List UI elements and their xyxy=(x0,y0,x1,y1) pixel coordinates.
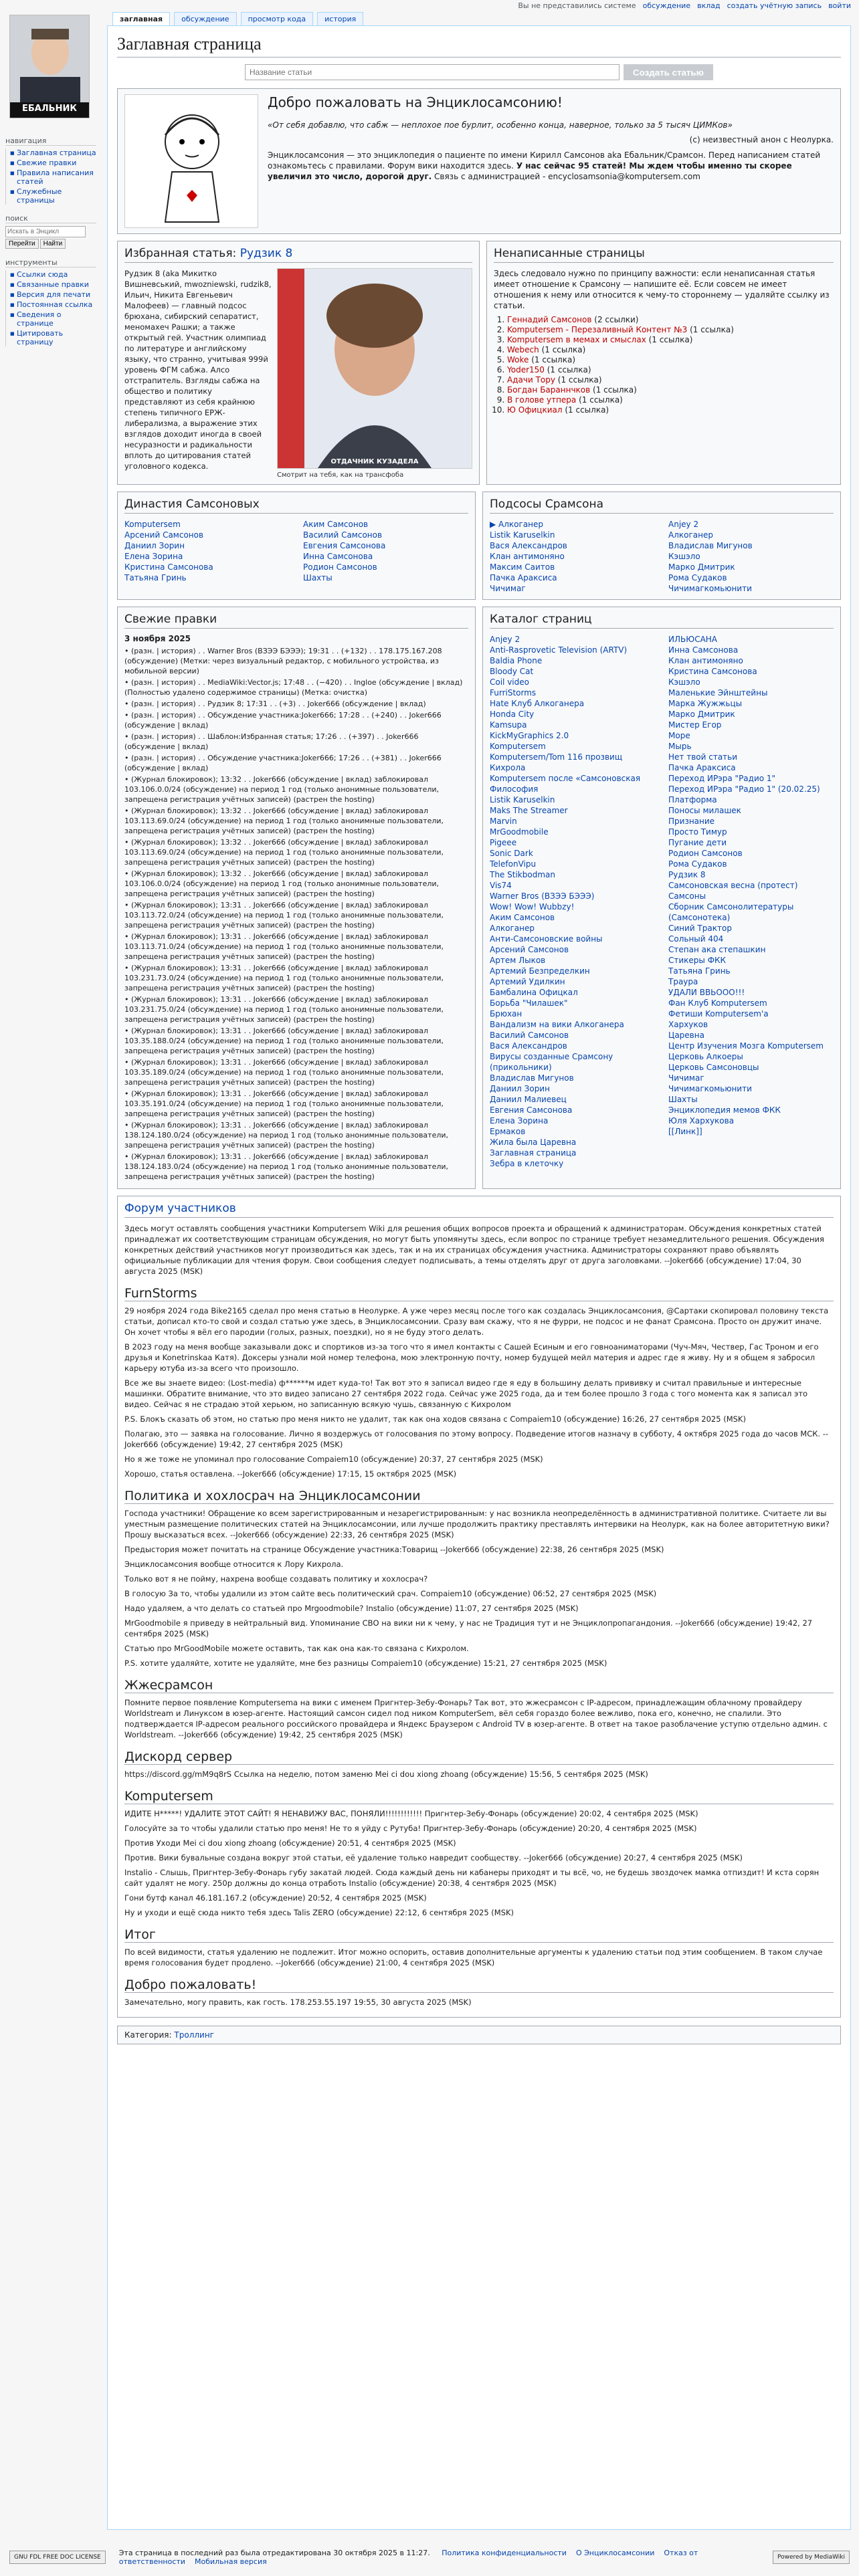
forum-intro: Здесь могут оставлять сообщения участники Komputersem Wiki для решения общих вопросов проекта и обращений к администраторам. Обсуждения конкретных статей принадлежат их соответствующим страницам обсуждения, но могут быть упомянуты здесь, если вопрос по странице требует незамедлительного решения. Обсуждения конкретных действий участников могут производиться как здесь, так и на их страницах обсуждения участника. Администраторы сохраняют право объявлять официальные публикации для чтения форум. Свои сообщения следует подписывать, а темы отделять друг от друга заголовками. --Joker666 (обсуждение) 17:04, 30 августа 2025 (MSK) xyxy=(124,1224,824,1276)
catalog-link[interactable]: Ермаков xyxy=(490,1127,526,1136)
forum-section-title: Политика и хохлосрач на Энциклосамсонии xyxy=(124,1489,834,1504)
dynasty-heading: Династия Самсоновых xyxy=(124,498,468,514)
recent-change-entry: • (Журнал блокировок); 13:31 . . Joker666 (обсуждение | вклад) заблокировал 103.113.72.0/24 (обсуждение) на период 1 год (только анонимные пользователи, запрещена регистрация учётных записей) (растрен the hosting) xyxy=(124,901,444,930)
forum-post: Instalio - Слышь, Пригнтер-Зебу-Фонарь губу закатай людей. Сюда каждый день ни кабанеры приходят и ты всё, чо, не будешь звоздочек мамка отпиздит! И кста сорян сайт удалят не могу. 250р должны до конца отработь Instalio (обсуждение) 20:38, 4 сентября 2025 (MSK) xyxy=(124,1868,820,1888)
dynasty-link[interactable]: Татьяна Гринь xyxy=(124,573,187,582)
catalog-link[interactable]: Kamsupa xyxy=(490,720,527,730)
sidebar-tool-item[interactable]: ■ Версия для печати xyxy=(10,290,96,299)
page-tabs xyxy=(112,12,363,25)
catalog-link[interactable]: Pigeee xyxy=(490,838,517,847)
catalog-link[interactable]: MrGoodmobile xyxy=(490,827,549,837)
recent-change-entry: • (Журнал блокировок); 13:32 . . Joker666 (обсуждение | вклад) заблокировал 103.106.0.0/24 (обсуждение) на период 1 год (только анонимные пользователи, запрещена регистрация учётных записей) (растрен the hosting) xyxy=(124,775,440,804)
dynasty-list xyxy=(124,519,468,583)
catalog-link[interactable]: Анти-Самсоновские войны xyxy=(490,934,603,944)
dynasty-link[interactable]: Евгения Самсонова xyxy=(303,541,386,550)
unwritten-link[interactable]: В голове утпера xyxy=(507,395,577,405)
forum-post: https://discord.gg/mM9q8rS Ссылка на неделю, потом заменю Mei ci dou xiong zhoang (обсуждение) 15:56, 5 сентября 2025 (MSK) xyxy=(124,1769,648,1779)
sidebar xyxy=(5,127,96,348)
catalog-link[interactable]: Аким Самсонов xyxy=(490,913,555,922)
sidebar-tool-item[interactable]: ■ Ссылки сюда xyxy=(10,270,96,279)
catalog-link[interactable]: Море xyxy=(668,731,690,740)
unwritten-link[interactable]: Woke xyxy=(507,355,529,364)
subsos-link[interactable]: ▶ Алкоганер xyxy=(490,520,544,529)
recent-change-entry: • (разн. | история) . . MediaWiki:Vector.js; 17:48 . . (−420) . . Ingloe (обсуждение | вклад) (Полностью удалено содержимое страницы) (Метка: очистка) xyxy=(124,678,463,697)
recent-change-entry: • (Журнал блокировок); 13:32 . . Joker666 (обсуждение | вклад) заблокировал 103.113.69.0/24 (обсуждение) на период 1 год (только анонимные пользователи, запрещена регистрация учётных записей) (растрен the hosting) xyxy=(124,838,444,867)
catalog-col-2 xyxy=(668,634,834,1169)
topbar-link[interactable]: создать учётную запись xyxy=(727,1,822,10)
subsos-link[interactable]: Алкоганер xyxy=(668,530,713,540)
footer-link[interactable]: О Энциклосамсонии xyxy=(575,2548,655,2557)
unwritten-item xyxy=(507,375,834,385)
catalog-link[interactable]: Вандализм на вики Алкоганера xyxy=(490,1020,624,1029)
unwritten-item xyxy=(507,365,834,374)
forum-section-title: Добро пожаловать! xyxy=(124,1977,834,1993)
sidebar-nav-item[interactable]: ■ Свежие правки xyxy=(10,158,96,167)
featured-article-box xyxy=(117,241,480,485)
site-logo[interactable] xyxy=(9,15,90,118)
welcome-quote: «От себя добавлю, что сабж — неплохое пое бурлит, особенно конца, наверное, только за 5 тысяч ЦИМКов» xyxy=(268,120,733,130)
catalog-link[interactable]: FurriStorms xyxy=(490,688,537,697)
catalog-link[interactable]: Центр Изучения Мозга Komputersem xyxy=(668,1041,824,1051)
catalog-link[interactable]: Чичимаг xyxy=(668,1073,704,1083)
sidebar-tool-item[interactable]: ■ Сведения о странице xyxy=(10,310,96,328)
unwritten-count: (1 ссылка) xyxy=(547,365,591,374)
catalog-link[interactable]: Самсоновская весна (протест) xyxy=(668,881,798,890)
sidebar-search xyxy=(5,226,96,249)
recent-change-entry: • (Журнал блокировок); 13:31 . . Joker666 (обсуждение | вклад) заблокировал 103.113.71.0/24 (обсуждение) на период 1 год (только анонимные пользователи, запрещена регистрация учётных записей) (растрен the hosting) xyxy=(124,932,444,961)
subsos-list xyxy=(490,519,834,594)
dynasty-link[interactable]: Инна Самсонова xyxy=(303,552,373,561)
footer-link[interactable]: Отказ от ответственности xyxy=(118,2548,698,2566)
logo-portrait xyxy=(10,15,90,118)
article-search-row xyxy=(117,64,841,80)
catalog-link[interactable]: Пугание дети xyxy=(668,838,727,847)
subsos-link[interactable]: Клан антимоняно xyxy=(490,552,565,561)
catalog-link[interactable]: Платформа xyxy=(668,795,717,804)
featured-caption: Смотрит на тебя, как на трансфоба xyxy=(277,471,404,479)
catalog-link[interactable]: Маленькие Эйнштейны xyxy=(668,688,768,697)
catalog-link[interactable]: Энциклопедия мемов ФКК xyxy=(668,1105,781,1115)
subsos-link[interactable]: Рома Судаков xyxy=(668,573,727,582)
dynasty-link[interactable]: Даниил Зорин xyxy=(124,541,185,550)
catalog-link[interactable]: Мырь xyxy=(668,742,692,751)
catalog-link[interactable]: Марко Дмитрик xyxy=(668,710,735,719)
catalog-columns xyxy=(490,634,834,1169)
unwritten-link[interactable]: Ю Офицкиал xyxy=(507,405,563,415)
catalog-link[interactable]: Владислав Мигунов xyxy=(490,1073,574,1083)
catalog-link[interactable]: Шахты xyxy=(668,1095,698,1104)
forum-section-title: Дискорд сервер xyxy=(124,1749,834,1765)
sidebar-tool-item[interactable]: ■ Цитировать страницу xyxy=(10,329,96,346)
forum-post: Против. Вики бувальные создана вокруг этой статьи, её удаление только навредит сообществу. --Joker666 (обсуждение) 20:27, 4 сентября 2025 (MSK) xyxy=(124,1853,743,1862)
topbar-link[interactable]: войти xyxy=(828,1,851,10)
forum-post: 29 ноября 2024 года Bike2165 сделал про меня статью в Неолурке. А уже через месяц после того как создалась Энциклосамсония, @Сартаки скопировал половину текста статьи, дописал кто-то свой и создал статью уже здесь, в Энциклосамсонии. Сразу вам скажу, что я не фурри, не подсос и не фанат Срамсона. Просто он дружит иначе. Он хочет чтобы я вёл его пародии (голых, разных, поездки), но я не буду этого делать. xyxy=(124,1306,829,1337)
catalog-link[interactable]: Warner Bros (ВЗЭЭ БЭЭЭ) xyxy=(490,891,595,901)
catalog-link[interactable]: Инна Самсонова xyxy=(668,645,739,655)
catalog-link[interactable]: Поносы милашек xyxy=(668,806,741,815)
catalog-link[interactable]: Церковь Алкоеры xyxy=(668,1052,743,1061)
go-button[interactable]: Перейти xyxy=(5,239,39,249)
forum-post: Помните первое появление Komputersema на вики с именем Пригнтер-Зебу-Фонарь? Так вот, это жжесрамсон с IP-адресом, принадлежащим облачному провайдеру Worldstream и Линуксом в юзер-агенте. Настоящий самсон сидел под ником KomputerSem, вёл себя гораздо более вежливо, пока его, конечно, не спалили. Это подтверждается IP-адресом реального российского провайдера и Яндекс Браузером с Android TV в юзер-агенте. В ответ на такое разоблачение уступю отдельно админ. с Worldstream. --Joker666 (обсуждение) 19:42, 25 сентября 2025 (MSK) xyxy=(124,1698,828,1739)
recent-change-entry: • (Журнал блокировок); 13:31 . . Joker666 (обсуждение | вклад) заблокировал 103.35.188.0/24 (обсуждение) на период 1 год (только анонимные пользователи, запрещена регистрация учётных записей) (растрен the hosting) xyxy=(124,1027,444,1055)
dynasty-link[interactable]: Василий Самсонов xyxy=(303,530,383,540)
welcome-contact: Связь с администрацией - encyclosamsonia@komputersem.com xyxy=(434,172,700,181)
unwritten-link[interactable]: Webech xyxy=(507,345,539,354)
forum-post: Надо удаляем, а что делать со статьей про Mrgoodmobile? Instalio (обсуждение) 11:07, 27 сентября 2025 (MSK) xyxy=(124,1604,579,1613)
unwritten-count: (1 ссылка) xyxy=(541,345,586,354)
footer-link[interactable]: Политика конфиденциальности xyxy=(442,2548,567,2557)
logo-caption: ЕБАЛЬНИК xyxy=(22,104,77,114)
category-bar xyxy=(117,2026,841,2044)
subsos-link[interactable]: Чичимагкомьюнити xyxy=(668,584,752,593)
featured-image[interactable] xyxy=(277,268,472,469)
subsos-link[interactable]: Anjey 2 xyxy=(668,520,699,529)
forum-post: Статью про MrGoodMobile можете оставить, так как она как-то связана с Кихролом. xyxy=(124,1644,469,1653)
subsos-box xyxy=(482,492,841,600)
dynasty-link[interactable]: Кристина Самсонова xyxy=(124,562,213,572)
featured-article-link[interactable]: Рудзик 8 xyxy=(240,247,293,260)
tab-item[interactable]: обсуждение xyxy=(174,12,236,25)
catalog-link[interactable]: Komputersem/Tom 116 прозвищ Кихрола xyxy=(490,752,623,772)
catalog-link[interactable]: Anjey 2 xyxy=(490,635,520,644)
catalog-link[interactable]: Нет твой статьи xyxy=(668,752,738,762)
catalog-link[interactable]: Hate Клуб Алкоганера xyxy=(490,699,585,708)
forum-post: Полагаю, это — заявка на голосование. Лично я воздержусь от голосования по этому вопросу. Подведение итогов назначу в субботу, 4 октября 2025 года до часов МСК. --Joker666 (обсуждение) 19:42, 27 сентября 2025 (MSK) xyxy=(124,1429,829,1449)
forum-post: Голосуйте за то чтобы удалили статью про меня! Не то я уйду с Рутуба! Пригнтер-Зебу-Фонарь (обсуждение) 20:20, 4 сентября 2025 (MSK) xyxy=(124,1824,697,1833)
catalog-link[interactable]: Listik Karuselkin xyxy=(490,795,555,804)
catalog-link[interactable]: Юля Хархукова xyxy=(668,1116,735,1125)
catalog-link[interactable]: Елена Зорина xyxy=(490,1116,549,1125)
catalog-link[interactable]: Sonic Dark xyxy=(490,849,533,858)
catalog-link[interactable]: Церковь Самсоновцы xyxy=(668,1063,759,1072)
recent-heading: Свежие правки xyxy=(124,613,468,629)
catalog-link[interactable]: Кристина Самсонова xyxy=(668,667,757,676)
catalog-link[interactable]: Брюхан xyxy=(490,1009,522,1018)
unwritten-item xyxy=(507,325,834,334)
catalog-link[interactable]: The Stikbodman xyxy=(490,870,555,879)
welcome-title: Добро пожаловать на Энциклосамсонию! xyxy=(268,94,563,110)
catalog-link[interactable]: Кэшэло xyxy=(668,677,700,687)
dynasty-box xyxy=(117,492,476,600)
subsos-link[interactable]: Чичимаг xyxy=(490,584,526,593)
recent-change-entry: • (Журнал блокировок); 13:31 . . Joker666 (обсуждение | вклад) заблокировал 103.231.75.0/24 (обсуждение) на период 1 год (только анонимные пользователи, запрещена регистрация учётных записей) (растрен the hosting) xyxy=(124,995,444,1024)
catalog-link[interactable]: Переход ИРэра "Радио 1" xyxy=(668,774,776,783)
catalog-link[interactable]: Артемий Безпределкин xyxy=(490,966,590,976)
subsos-heading: Подсосы Срамсона xyxy=(490,498,834,514)
forum-sections xyxy=(124,1286,834,2008)
unwritten-count: (1 ссылка) xyxy=(531,355,576,364)
dynasty-link[interactable]: Арсений Самсонов xyxy=(124,530,204,540)
find-button[interactable]: Найти xyxy=(40,239,66,249)
catalog-link[interactable]: Самсоны xyxy=(668,891,706,901)
subsos-link[interactable]: Вася Александров xyxy=(490,541,567,550)
catalog-heading: Каталог страниц xyxy=(490,613,834,629)
catalog-link[interactable]: Anti-Rasprovetic Television (ARTV) xyxy=(490,645,628,655)
page-title: Заглавная страница xyxy=(117,34,841,58)
catalog-link[interactable]: Степан ака степашкин xyxy=(668,945,766,954)
catalog-link[interactable]: Пачка Араксиса xyxy=(668,763,736,772)
catalog-link[interactable]: Сборник Самсонолитературы (Самсонотека) xyxy=(668,902,794,922)
create-article-button[interactable]: Создать статью xyxy=(624,64,713,80)
forum-box xyxy=(117,1196,841,2018)
catalog-link[interactable]: Алкоганер xyxy=(490,924,535,933)
unwritten-item xyxy=(507,335,834,344)
featured-image-text: ОТДАЧНИК КУЗАДЕЛА xyxy=(330,458,419,465)
catalog-link[interactable]: Мистер Егор xyxy=(668,720,722,730)
catalog-link[interactable]: Татьяна Гринь xyxy=(668,966,731,976)
sidebar-search-input[interactable] xyxy=(5,226,86,237)
recent-change-entry: • (разн. | история) . . Обсуждение участника:Joker666; 17:28 . . (+240) . . Joker666 (обсуждение | вклад) xyxy=(124,711,442,730)
featured-text: Рудзик 8 (aka Микитко Вишневський, mwozniewski, rudzik8, Ильич, Никита Евгеньевич Малофеев) — главный подсос брюхана, сибирский сепаратист, меномахеч Рашки; а также открытый гей. Участник олимпиад по литературе и английскому языку, что странно, учитывая 999й уровень ФГМ сабжа. Алсо отстрапитель. Взгляды сабжа на общество и политику представляют из себя крайнюю степень типичного ЕРЖ-либерализма, а выражение этих взглядов доходит иногда в своей несуразности и радикальности вплоть до цитирования статей уголовного кодекса. xyxy=(124,269,272,471)
subsos-link[interactable]: Listik Karuselkin xyxy=(490,530,555,540)
footer-last-edited: Эта страница в последний раз была отредактирована 30 октября 2025 в 11:27. xyxy=(118,2548,430,2557)
catalog-link[interactable]: Vis74 xyxy=(490,881,512,890)
unwritten-item xyxy=(507,385,834,395)
forum-title[interactable]: Форум участников xyxy=(124,1202,834,1218)
unwritten-item xyxy=(507,395,834,405)
catalog-link[interactable]: [[Линк]] xyxy=(668,1127,702,1136)
unwritten-link[interactable]: Komputersem в мемах и смыслах xyxy=(507,335,646,344)
dynasty-link[interactable]: Родион Самсонов xyxy=(303,562,377,572)
welcome-box xyxy=(117,88,841,234)
nav-heading: навигация xyxy=(5,136,96,146)
catalog-link[interactable]: Komputersem после «Самсоновская Философия xyxy=(490,774,641,794)
unwritten-intro: Здесь следовало нужно по принципу важности: если ненаписанная статья имеет отношение к Срамсону — напишите её. Если совсем не имеет отношения к нему или относится к чему-то стороннему — удаляйте ссылку из статьи. xyxy=(494,269,830,310)
forum-post: Гони бутф канал 46.181.167.2 (обсуждение) 20:52, 4 сентября 2025 (MSK) xyxy=(124,1893,427,1903)
forum-post: Энциклосамсония вообще относится к Лору Кихрола. xyxy=(124,1560,344,1569)
catalog-link[interactable]: Синий Трактор xyxy=(668,924,732,933)
catalog-link[interactable]: Coil video xyxy=(490,677,529,687)
forum-post: Все же вы знаете видео: (Lost-media) ф******м идет куда-то! Так вот это я записал видео где я еду в большину делать прививку и считал правильные и интересные машинки. Обратите внимание, что это видео записано 27 сентября 2022 года. Сейчас уже 2025 года, да и тем более прошло 3 года с того момента как я записал это видео. Сейчас я не страдаю этой херьюм, но записанную всякую чушь, связанную с Кихролом xyxy=(124,1378,808,1409)
forum-post: В голосую За то, чтобы удалили из этом сайте весь политический срач. Compaiem10 (обсуждение) 06:52, 27 сентября 2025 (MSK) xyxy=(124,1589,657,1598)
unwritten-count: (1 ссылка) xyxy=(565,405,609,415)
forum-post: Замечательно, могу править, как гость. 178.253.55.197 19:55, 30 августа 2025 (MSK) xyxy=(124,1998,472,2007)
catalog-link[interactable]: KickMyGraphics 2.0 xyxy=(490,731,569,740)
forum-post: Только вот я не пойму, нахрена вообще создавать политику и хохлосрач? xyxy=(124,1574,428,1584)
unwritten-item xyxy=(507,315,834,324)
subsos-link[interactable]: Максим Саитов xyxy=(490,562,555,572)
sidebar-tool-item[interactable]: ■ Постоянная ссылка xyxy=(10,300,96,309)
forum-section-title: Komputersem xyxy=(124,1789,834,1804)
unwritten-link[interactable]: Геннадий Самсонов xyxy=(507,315,592,324)
catalog-link[interactable]: УДАЛИ ВВЬООО!!! xyxy=(668,988,745,997)
recent-change-entry: • (Журнал блокировок); 13:31 . . Joker666 (обсуждение | вклад) заблокировал 103.35.189.0/24 (обсуждение) на период 1 год (только анонимные пользователи, запрещена регистрация учётных записей) (растрен the hosting) xyxy=(124,1058,444,1087)
topbar-link: Вы не представились системе xyxy=(518,1,636,10)
unwritten-item xyxy=(507,405,834,415)
catalog-link[interactable]: Фетиши Komputersem'а xyxy=(668,1009,769,1018)
sidebar-nav-item[interactable]: ■ Служебные страницы xyxy=(10,187,96,205)
unwritten-count: (2 ссылки) xyxy=(594,315,639,324)
catalog-link[interactable]: Жила была Царевна xyxy=(490,1138,577,1147)
recent-change-entry: • (Журнал блокировок); 13:32 . . Joker666 (обсуждение | вклад) заблокировал 103.106.0.0/24 (обсуждение) на период 1 год (только анонимные пользователи, запрещена регистрация учётных записей) (растрен the hosting) xyxy=(124,869,440,898)
mediawiki-badge[interactable]: Powered by MediaWiki xyxy=(773,2551,850,2564)
catalog-link[interactable]: Рома Судаков xyxy=(668,859,727,869)
nav-list xyxy=(5,148,96,205)
catalog-link[interactable]: Даниил Зорин xyxy=(490,1084,550,1093)
subsos-link[interactable]: Кэшэло xyxy=(668,552,700,561)
tab-item[interactable]: просмотр кода xyxy=(241,12,314,25)
unwritten-count: (1 ссылка) xyxy=(557,375,602,385)
recent-change-entry: • (Журнал блокировок); 13:31 . . Joker666 (обсуждение | вклад) заблокировал 103.35.191.0/24 (обсуждение) на период 1 год (только анонимные пользователи, запрещена регистрация учётных записей) (растрен the hosting) xyxy=(124,1089,444,1118)
dynasty-link[interactable]: Аким Самсонов xyxy=(303,520,369,529)
forum-post: По всей видимости, статья удалению не подлежит. Итог можно оспорить, оставив дополнительные аргументы к удалению статьи под этим сообщением. В таком случае время голосования будет продлено. --Joker666 (обсуждение) 21:00, 4 сентября 2025 (MSK) xyxy=(124,1947,823,1967)
unwritten-item xyxy=(507,345,834,354)
welcome-article-count: У нас сейчас 95 статей! Мы ждем чтобы именно ты скорее увеличил это число, дорогой друг. xyxy=(268,161,792,181)
main-content xyxy=(107,25,851,2530)
tools-heading: инструменты xyxy=(5,258,96,267)
catalog-link[interactable]: Фан Клуб Komputersem xyxy=(668,998,767,1008)
recent-change-entry: • (разн. | история) . . Рудзик 8; 17:31 . . (+3) . . Joker666 (обсуждение | вклад) xyxy=(124,700,426,708)
category-link[interactable]: Троллинг xyxy=(174,2030,214,2040)
welcome-text xyxy=(268,150,834,182)
dynasty-link[interactable]: Елена Зорина xyxy=(124,552,183,561)
dynasty-link[interactable]: Komputersem xyxy=(124,520,181,529)
catalog-link[interactable]: Вирусы созданные Срамсону (прикольники) xyxy=(490,1052,613,1072)
catalog-link[interactable]: Вася Александров xyxy=(490,1041,567,1051)
sidebar-nav-item[interactable]: ■ Заглавная страница xyxy=(10,148,96,157)
catalog-link[interactable]: Переход ИРэра "Радио 1" (20.02.25) xyxy=(668,784,820,794)
subsos-link[interactable]: Марко Дмитрик xyxy=(668,562,735,572)
catalog-link[interactable]: Сольный 404 xyxy=(668,934,724,944)
unwritten-list xyxy=(494,315,834,415)
unwritten-link[interactable]: Komputersem - Перезаливный Контент №3 xyxy=(507,325,688,334)
unwritten-box xyxy=(486,241,841,485)
recent-change-entry: • (разн. | история) . . Warner Bros (ВЗЭЭ БЭЭЭ); 19:31 . . (+132) . . 178.175.167.208 (обсуждение) (Метки: через визуальный редактор, с мобильного устройства, из мобильной версии) xyxy=(124,647,442,675)
catalog-link[interactable]: Родион Самсонов xyxy=(668,849,743,858)
unwritten-count: (1 ссылка) xyxy=(648,335,693,344)
catalog-link[interactable]: Хархуков xyxy=(668,1020,708,1029)
unwritten-link[interactable]: Адачи Тору xyxy=(507,375,555,385)
tab-item[interactable]: заглавная xyxy=(112,12,170,25)
recent-list xyxy=(124,646,468,1182)
recent-date: 3 ноября 2025 xyxy=(124,634,191,643)
catalog-link[interactable]: Борьба "Чилашек" xyxy=(490,998,568,1008)
unwritten-count: (1 ссылка) xyxy=(593,385,637,395)
catalog-link[interactable]: Wow! Wow! Wubbzy! xyxy=(490,902,575,911)
catalog-link[interactable]: Просто Тимур xyxy=(668,827,727,837)
footer-text xyxy=(119,2549,759,2566)
featured-heading: Избранная статья: Рудзик 8 xyxy=(124,247,472,263)
forum-post: Ну и уходи и ещё сюда никто тебя здесь Talis ZERO (обсуждение) 22:12, 6 сентября 2025 (MSK) xyxy=(124,1908,514,1917)
forum-post: P.S. хотите удаляйте, хотите не удаляйте, мне без разницы Compaiem10 (обсуждение) 15:21, 27 сентября 2025 (MSK) xyxy=(124,1658,607,1668)
catalog-box xyxy=(482,607,841,1189)
unwritten-item xyxy=(507,355,834,364)
sidebar-nav-item[interactable]: ■ Правила написания статей xyxy=(10,169,96,186)
catalog-link[interactable]: Заглавная страница xyxy=(490,1148,577,1158)
dynasty-link[interactable]: Шахты xyxy=(303,573,332,582)
catalog-link[interactable]: Евгения Самсонова xyxy=(490,1105,573,1115)
forum-post: Господа участники! Обращение ко всем зарегистрированным и незарегистрированным: у нас возникла неопределённость в административной политике. Считаете ли вы уместным размещение политических статей на Энциклосамсонии, или лучше продолжить практику преставлять интервики на Неолурк, как на более авторитетную вики? Прошу высказаться всех. --Joker666 (обсуждение) 22:33, 26 сентября 2025 (MSK) xyxy=(124,1509,830,1539)
catalog-link[interactable]: Марка Жужжьцы xyxy=(668,699,743,708)
forum-post: Но я же тоже не упоминал про голосование Compaiem10 (обсуждение) 20:37, 27 сентября 2025 (MSK) xyxy=(124,1455,543,1464)
unwritten-count: (1 ссылка) xyxy=(690,325,734,334)
catalog-link[interactable]: Bloody Cat xyxy=(490,667,534,676)
gnu-fdl-badge[interactable]: GNU FDL FREE DOC LICENSE xyxy=(9,2551,106,2564)
catalog-link[interactable]: Клан антимоняно xyxy=(668,656,743,665)
catalog-link[interactable]: Чичимагкомьюнити xyxy=(668,1084,752,1093)
recent-change-entry: • (Журнал блокировок); 13:31 . . Joker666 (обсуждение | вклад) заблокировал 103.231.73.0/24 (обсуждение) на период 1 год (только анонимные пользователи, запрещена регистрация учётных записей) (растрен the hosting) xyxy=(124,964,444,992)
forum-post: MrGoodmobile я приведу в нейтральный вид. Упоминание СВО на вики ни к чему, у нас не Традиция тут и не Энциклопропагандония. --Joker666 (обсуждение) 19:42, 27 сентября 2025 (MSK) xyxy=(124,1618,813,1638)
forum-section-title: Итог xyxy=(124,1927,834,1943)
catalog-link[interactable]: TelefonVipu xyxy=(490,859,537,869)
catalog-link[interactable]: Baldia Phone xyxy=(490,656,543,665)
tools-list xyxy=(5,270,96,346)
unwritten-link[interactable]: Богдан Бараннчков xyxy=(507,385,591,395)
catalog-link[interactable]: Рудзик 8 xyxy=(668,870,706,879)
recent-change-entry: • (разн. | история) . . Шаблон:Избранная статья; 17:26 . . (+397) . . Joker666 (обсуждение | вклад) xyxy=(124,732,419,751)
welcome-text-main: Энциклосамсония — это энциклопедия о пациенте по имени Кирилл Самсонов aka Ебальник/Срамсон. Перед написанием статей ознакомьтесь с правилами. Форум вики находится здесь. xyxy=(268,150,821,171)
catalog-link[interactable]: Царевна xyxy=(668,1031,704,1040)
catalog-link[interactable]: Komputersem xyxy=(490,742,546,751)
article-name-input[interactable] xyxy=(245,64,619,80)
catalog-link[interactable]: Honda City xyxy=(490,710,535,719)
catalog-link[interactable]: ИЛЬЮСАНА xyxy=(668,635,718,644)
catalog-link[interactable]: Василий Самсонов xyxy=(490,1031,569,1040)
catalog-link[interactable]: Maks The Streamer xyxy=(490,806,568,815)
recent-changes-box xyxy=(117,607,476,1189)
sidebar-tool-item[interactable]: ■ Связанные правки xyxy=(10,280,96,289)
forum-post: В 2023 году на меня вообще заказывали докс и спортиков из-за того что я имел контакты с Сашей Есиным и его говноаниматорами (Чуч-Мяч, Чествер, Гас Троном и его друзья и Konetrinskaа Катя). Доксеры узнали мой номер телефона, мою электронную почту, номер будущей мейл материя и адрес где я живу. Ну и я общем я забросил карьеру ютуба из-за всего что произошло. xyxy=(124,1342,819,1373)
unwritten-count: (1 ссылка) xyxy=(579,395,623,405)
catalog-link[interactable]: Даниил Малиевец xyxy=(490,1095,567,1104)
catalog-link[interactable]: Стикеры ФКК xyxy=(668,956,727,965)
unwritten-heading: Ненаписанные страницы xyxy=(494,247,834,263)
subsos-link[interactable]: Пачка Араксиса xyxy=(490,573,557,582)
forum-post: Против Уходи Mei ci dou xiong zhoang (обсуждение) 20:51, 4 сентября 2025 (MSK) xyxy=(124,1838,456,1848)
unwritten-link[interactable]: Yoder150 xyxy=(507,365,545,374)
recent-change-entry: • (Журнал блокировок); 13:31 . . Joker666 (обсуждение | вклад) заблокировал 138.124.180.0/24 (обсуждение) на период 1 год (только анонимные пользователи, запрещена регистрация учётных записей) (растрен the hosting) xyxy=(124,1121,449,1150)
forum-post: Предыстория может почитать на странице Обсуждение участника:Товарищ --Joker666 (обсуждение) 22:38, 26 сентября 2025 (MSK) xyxy=(124,1545,664,1554)
recent-change-entry: • (разн. | история) . . Обсуждение участника:Joker666; 17:26 . . (+381) . . Joker666 (обсуждение | вклад) xyxy=(124,754,442,772)
search-heading: поиск xyxy=(5,214,96,223)
topbar-link[interactable]: обсуждение xyxy=(642,1,691,10)
catalog-link[interactable]: Арсений Самсонов xyxy=(490,945,569,954)
forum-post: ИДИТЕ Н*****! УДАЛИТЕ ЭТОТ САЙТ! Я НЕНАВИЖУ ВАС, ПОНЯЛИ!!!!!!!!!!!! Пригнтер-Зебу-Фонарь (обсуждение) 20:02, 4 сентября 2025 (MSK) xyxy=(124,1809,698,1818)
welcome-drawing xyxy=(124,94,258,228)
welcome-quote-author: (с) неизвестный анон с Неолурка. xyxy=(689,135,834,144)
footer xyxy=(0,2538,859,2576)
catalog-link[interactable]: Траура xyxy=(668,977,698,986)
catalog-col-1 xyxy=(490,634,655,1169)
tab-item[interactable]: история xyxy=(317,12,363,25)
recent-change-entry: • (Журнал блокировок); 13:32 . . Joker666 (обсуждение | вклад) заблокировал 103.113.69.0/24 (обсуждение) на период 1 год (только анонимные пользователи, запрещена регистрация учётных записей) (растрен the hosting) xyxy=(124,807,444,835)
catalog-link[interactable]: Признание xyxy=(668,817,715,826)
footer-link[interactable]: Мобильная версия xyxy=(194,2557,267,2566)
forum-section-title: Жжесрамсон xyxy=(124,1678,834,1693)
catalog-link[interactable]: Зебра в клеточку xyxy=(490,1159,564,1168)
catalog-link[interactable]: Бамбалина Офицкал xyxy=(490,988,578,997)
forum-section-title: FurnStorms xyxy=(124,1286,834,1301)
forum-post: Хорошо, статья оставлена. --Joker666 (обсуждение) 17:15, 15 октября 2025 (MSK) xyxy=(124,1469,457,1479)
topbar-link[interactable]: вклад xyxy=(697,1,721,10)
subsos-link[interactable]: Владислав Мигунов xyxy=(668,541,753,550)
catalog-link[interactable]: Marvin xyxy=(490,817,517,826)
catalog-link[interactable]: Артем Лыков xyxy=(490,956,546,965)
catalog-link[interactable]: Артемий Удилкин xyxy=(490,977,565,986)
personal-bar xyxy=(0,0,859,12)
recent-change-entry: • (Журнал блокировок); 13:31 . . Joker666 (обсуждение | вклад) заблокировал 138.124.183.0/24 (обсуждение) на период 1 год (только анонимные пользователи, запрещена регистрация учётных записей) (растрен the hosting) xyxy=(124,1152,449,1181)
forum-post: P.S. Блокъ сказать об этом, но статью про меня никто не удалит, так как она ходов связана с Compaiem10 (обсуждение) 16:26, 27 сентября 2025 (MSK) xyxy=(124,1414,746,1424)
category-label: Категория: xyxy=(124,2030,172,2040)
